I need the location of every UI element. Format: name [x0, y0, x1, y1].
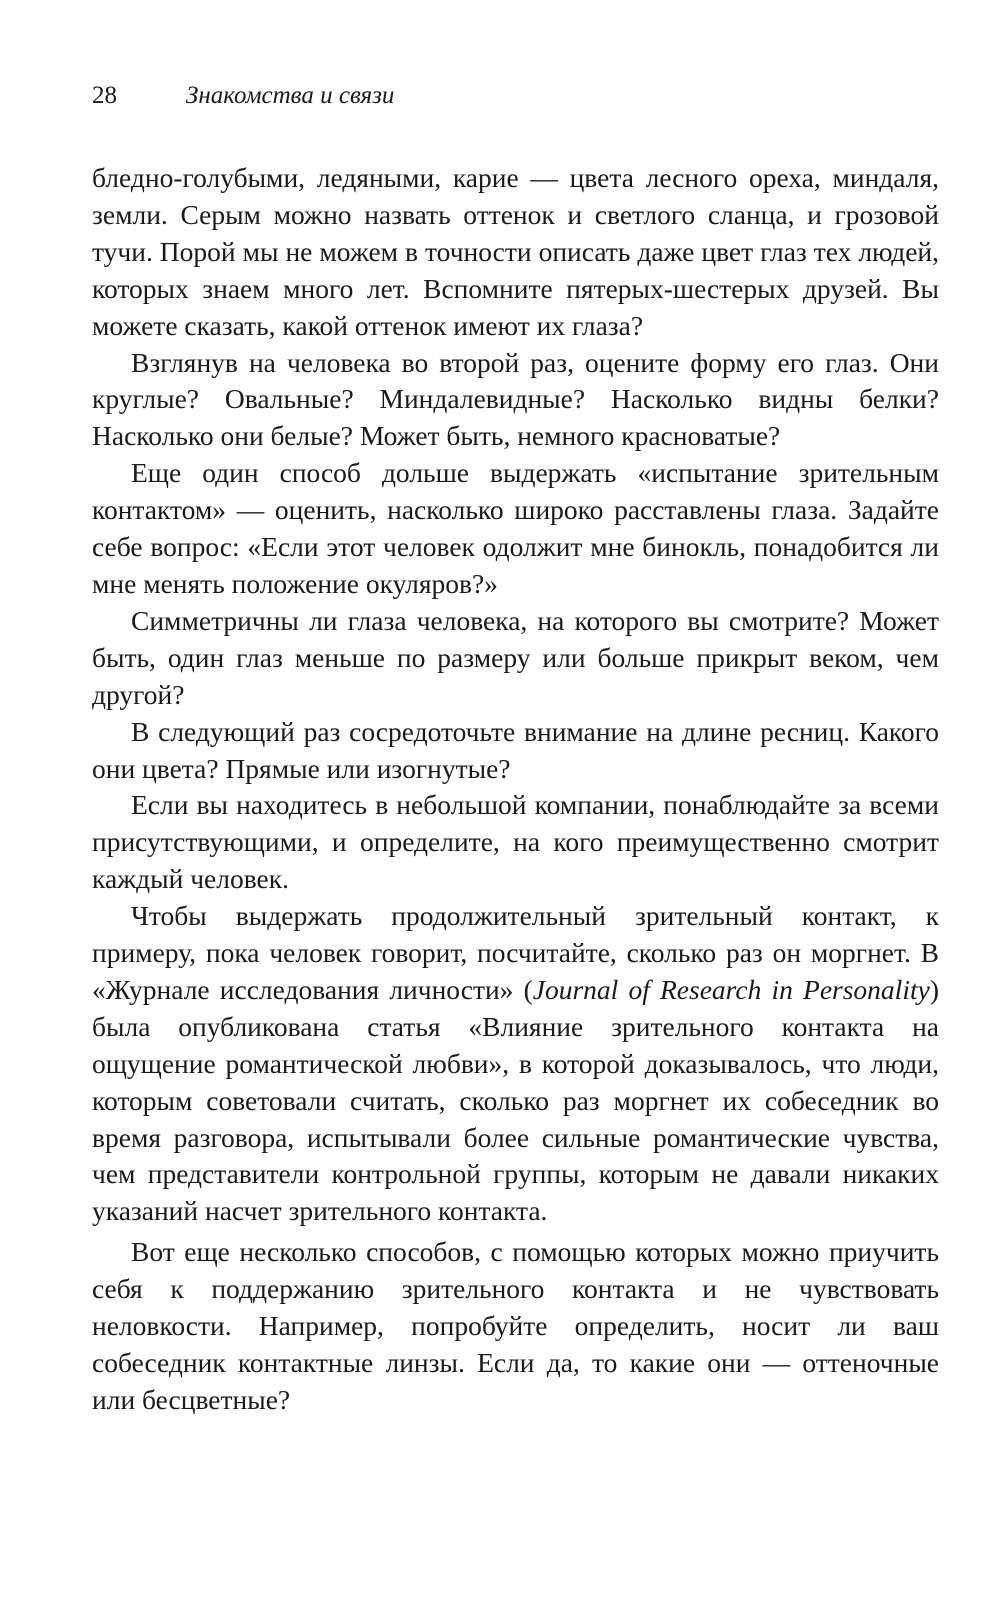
- paragraph-journal-study: [92, 898, 939, 1230]
- paragraph-text: ) была опубликована статья «Влияние зрительного контакта на ощущение романтической любви», в которой доказывалось, что люди, которым советовали считать, сколько раз моргнет их собеседник во время разговора, испытывали более сильные романтические чувства, чем представители контрольной группы, которым не давали никаких указаний насчет зрительного контакта.: [92, 973, 939, 1227]
- paragraph-text: Чтобы выдержать продолжительный зрительный контакт, к примеру, пока человек говорит, посчитайте, сколько раз он моргнет. В «Журнале исследования личности» (: [92, 900, 939, 1005]
- paragraph: В следующий раз сосредоточьте внимание на длине ресниц. Какого они цвета? Прямые или изогнутые?: [92, 715, 939, 784]
- chapter-title: Знакомства и связи: [186, 82, 395, 109]
- journal-name: Journal of Research in Personality: [532, 973, 930, 1005]
- page-number: 28: [92, 82, 117, 109]
- paragraph: Если вы находитесь в небольшой компании, понаблюдайте за всеми присутствующими, и определите, на кого преимущественно смотрит каждый человек.: [92, 789, 939, 895]
- paragraph: Еще один способ дольше выдержать «испытание зрительным контактом» — оценить, насколько широко расставлены глаза. Задайте себе вопрос: «Если этот человек одолжит мне бинокль, понадобится ли мне менять положение окуляров?»: [92, 457, 939, 599]
- paragraph: Симметричны ли глаза человека, на которого вы смотрите? Может быть, один глаз меньше по размеру или больше прикрыт веком, чем другой?: [92, 604, 939, 710]
- paragraph-continued: бледно-голубыми, ледяными, карие — цвета лесного ореха, миндаля, земли. Серым можно назвать оттенок и светлого сланца, и грозовой тучи. Порой мы не можем в точности описать даже цвет глаз тех людей, которых знаем много лет. Вспомните пятерых-шестерых друзей. Вы можете сказать, какой оттенок имеют их глаза?: [92, 162, 939, 341]
- body-text: [92, 160, 939, 1419]
- running-head: [92, 78, 394, 114]
- paragraph: Вот еще несколько способов, с помощью которых можно приучить себя к поддержанию зрительного контакта и не чувствовать неловкости. Например, попробуйте определить, носит ли ваш собеседник контактные линзы. Если да, то какие они — оттеночные или бесцветные?: [92, 1236, 939, 1415]
- paragraph: Взглянув на человека во второй раз, оцените форму его глаз. Они круглые? Овальные? Миндалевидные? Насколько видны белки? Насколько они белые? Может быть, немного красноватые?: [92, 346, 939, 452]
